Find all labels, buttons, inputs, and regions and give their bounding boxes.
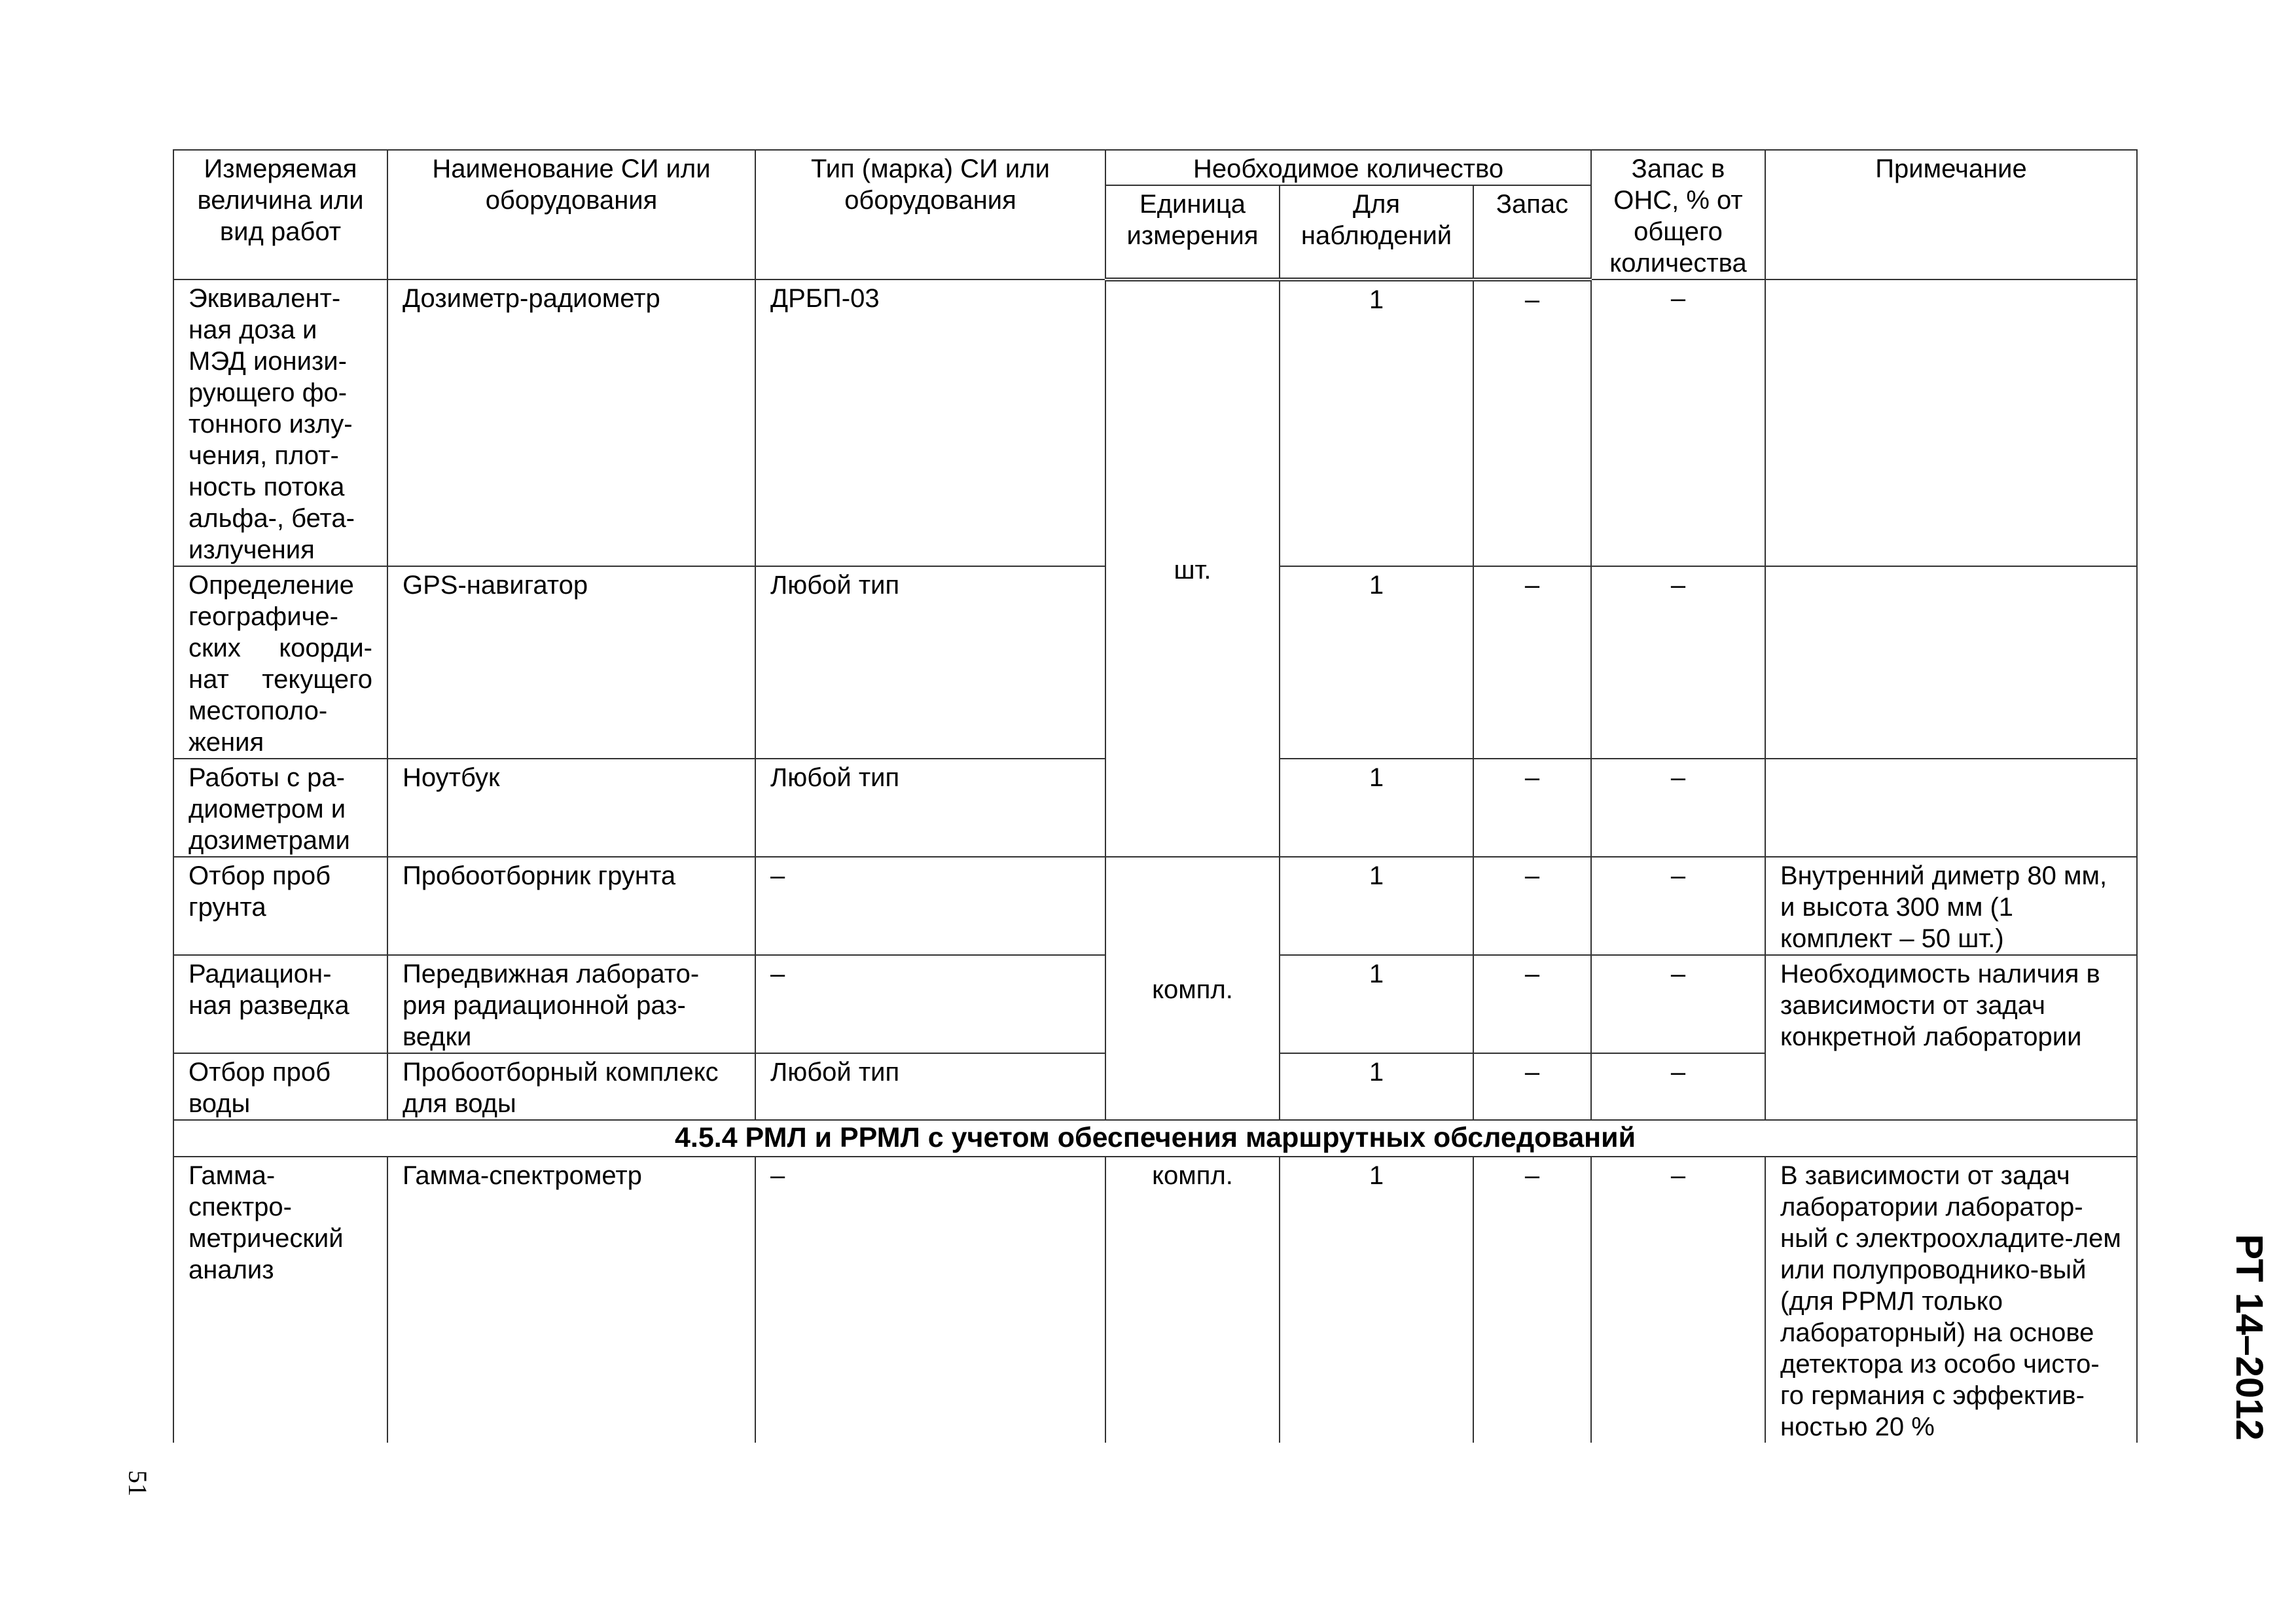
cell-unit: шт. bbox=[1105, 280, 1280, 857]
cell-quantity: Отбор проб грунта bbox=[173, 857, 387, 955]
header-ons-reserve: Запас в ОНС, % от общего количества bbox=[1591, 150, 1765, 280]
cell-reserve: – bbox=[1473, 1053, 1591, 1120]
cell-reserve: – bbox=[1473, 566, 1591, 759]
cell-ons: – bbox=[1591, 857, 1765, 955]
page-number: 51 bbox=[123, 1470, 152, 1496]
cell-name: Гамма-спектрометр bbox=[387, 1157, 755, 1443]
cell-ons: – bbox=[1591, 1053, 1765, 1120]
section-title: 4.5.4 РМЛ и РРМЛ с учетом обеспечения маршрутных обследований bbox=[173, 1120, 2137, 1157]
cell-unit: компл. bbox=[1105, 857, 1280, 1120]
header-name: Наименование СИ или оборудования bbox=[387, 150, 755, 280]
cell-quantity: Гамма-спектро-метрический анализ bbox=[173, 1157, 387, 1443]
cell-note bbox=[1765, 280, 2137, 566]
cell-name: GPS-навигатор bbox=[387, 566, 755, 759]
equipment-table bbox=[173, 149, 2138, 1443]
cell-type: Любой тип bbox=[755, 1053, 1105, 1120]
cell-name: Ноутбук bbox=[387, 759, 755, 857]
cell-name: Пробоотборник грунта bbox=[387, 857, 755, 955]
cell-unit: компл. bbox=[1105, 1157, 1280, 1443]
cell-observations: 1 bbox=[1280, 759, 1473, 857]
header-quantity: Измеряемая величина или вид работ bbox=[173, 150, 387, 280]
cell-quantity: Определение географиче-ских коорди-нат текущего местополо-жения bbox=[173, 566, 387, 759]
header-note: Примечание bbox=[1765, 150, 2137, 280]
document-code: РТ 14–2012 bbox=[2228, 1234, 2270, 1441]
cell-observations: 1 bbox=[1280, 857, 1473, 955]
cell-observations: 1 bbox=[1280, 280, 1473, 566]
cell-note bbox=[1765, 759, 2137, 857]
cell-quantity: Работы с ра-диометром и дозиметрами bbox=[173, 759, 387, 857]
header-row bbox=[173, 150, 2137, 185]
cell-ons: – bbox=[1591, 566, 1765, 759]
section-row bbox=[173, 1120, 2137, 1157]
cell-note: В зависимости от задач лаборатории лаборатор-ный с электроохладите-лем или полупроводнико-вый (для РРМЛ только лабораторный) на основе детектора из особо чисто-го германия с эффектив-ностью 20 % bbox=[1765, 1157, 2137, 1443]
cell-reserve: – bbox=[1473, 280, 1591, 566]
cell-type: – bbox=[755, 955, 1105, 1053]
table-row bbox=[173, 1157, 2137, 1443]
cell-note bbox=[1765, 566, 2137, 759]
cell-ons: – bbox=[1591, 759, 1765, 857]
cell-note: Внутренний диметр 80 мм, и высота 300 мм (1 комплект – 50 шт.) bbox=[1765, 857, 2137, 955]
cell-reserve: – bbox=[1473, 759, 1591, 857]
cell-reserve: – bbox=[1473, 955, 1591, 1053]
header-type: Тип (марка) СИ или оборудования bbox=[755, 150, 1105, 280]
cell-quantity: Отбор проб воды bbox=[173, 1053, 387, 1120]
table-row bbox=[173, 280, 2137, 566]
cell-type: Любой тип bbox=[755, 566, 1105, 759]
cell-name: Дозиметр-радиометр bbox=[387, 280, 755, 566]
cell-ons: – bbox=[1591, 1157, 1765, 1443]
cell-reserve: – bbox=[1473, 857, 1591, 955]
cell-ons: – bbox=[1591, 280, 1765, 566]
cell-name: Передвижная лаборато-рия радиационной раз-ведки bbox=[387, 955, 755, 1053]
cell-observations: 1 bbox=[1280, 1157, 1473, 1443]
header-required-quantity: Необходимое количество bbox=[1105, 150, 1591, 185]
cell-type: Любой тип bbox=[755, 759, 1105, 857]
table-row bbox=[173, 857, 2137, 955]
cell-name: Пробоотборный комплекс для воды bbox=[387, 1053, 755, 1120]
header-observations: Для наблюдений bbox=[1280, 185, 1473, 280]
cell-type: – bbox=[755, 1157, 1105, 1443]
cell-ons: – bbox=[1591, 955, 1765, 1053]
cell-quantity: Эквивалент-ная доза и МЭД ионизи-рующего фо-тонного излу-чения, плот-ность потока альфа-, бета-излучения bbox=[173, 280, 387, 566]
cell-observations: 1 bbox=[1280, 955, 1473, 1053]
cell-note: Необходимость наличия в зависимости от задач конкретной лаборатории bbox=[1765, 955, 2137, 1120]
cell-observations: 1 bbox=[1280, 1053, 1473, 1120]
cell-reserve: – bbox=[1473, 1157, 1591, 1443]
cell-quantity: Радиацион-ная разведка bbox=[173, 955, 387, 1053]
header-unit: Единица измерения bbox=[1105, 185, 1280, 280]
header-reserve: Запас bbox=[1473, 185, 1591, 280]
cell-type: – bbox=[755, 857, 1105, 955]
cell-observations: 1 bbox=[1280, 566, 1473, 759]
cell-type: ДРБП-03 bbox=[755, 280, 1105, 566]
